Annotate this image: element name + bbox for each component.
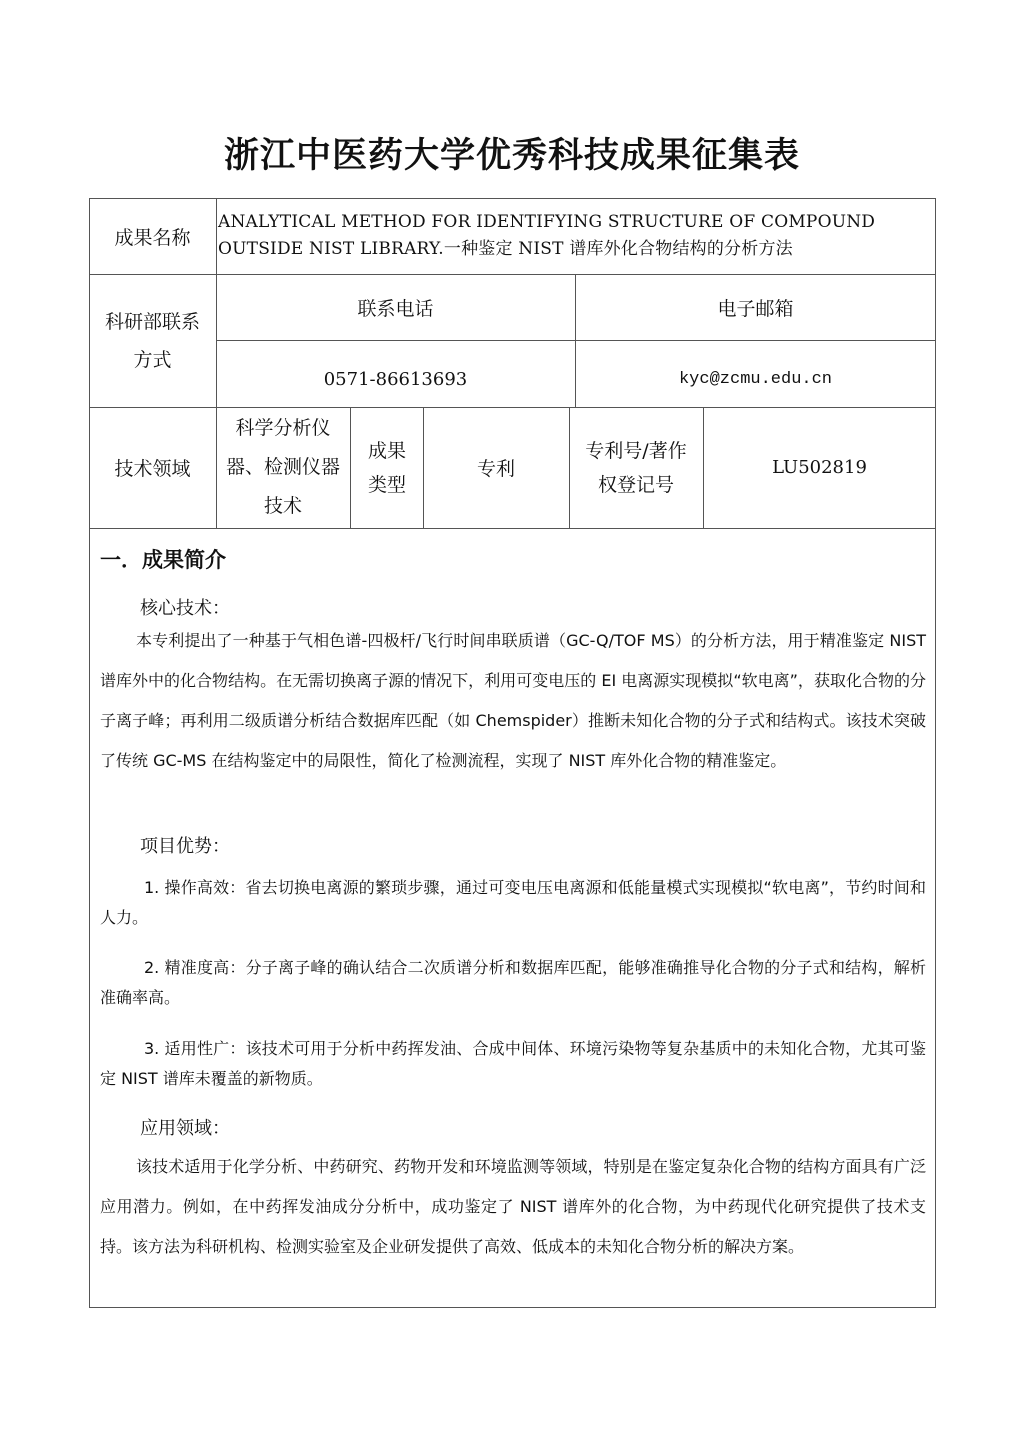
row-divider	[89, 528, 936, 529]
field-value: 科学分析仪器、检测仪器技术	[225, 417, 340, 517]
type-label: 成果类型	[367, 439, 406, 496]
advantage-item: 1. 操作高效：省去切换电离源的繁琐步骤，通过可变电压电离源和低能量模式实现模拟“软电离”，节约时间和人力。	[100, 878, 926, 927]
col-divider	[350, 407, 351, 528]
number-value: LU502819	[772, 457, 867, 478]
email-label: 电子邮箱	[717, 297, 794, 320]
application-text: 该技术适用于化学分析、中药研究、药物开发和环境监测等领域，特别是在鉴定复杂化合物的结构方面具有广泛应用潜力。例如，在中药挥发油成分分析中，成功鉴定了 NIST 谱库外的化合物，为中药现代化研究提供了技术支持。该方法为科研机构、检测实验室及企业研发提供了高效、低成本的未知化合物分析的解决方案。	[100, 1157, 926, 1256]
summary-heading: 一．成果简介	[100, 548, 226, 572]
number-label: 专利号/著作权登记号	[585, 439, 687, 496]
application-heading: 应用领域：	[140, 1118, 230, 1139]
core-tech-text: 本专利提出了一种基于气相色谱-四极杆/飞行时间串联质谱（GC-Q/TOF MS）的分析方法，用于精准鉴定 NIST 谱库外中的化合物结构。在无需切换离子源的情况下，利用可变电压的 EI 电离源实现模拟“软电离”，获取化合物的分子离子峰；再利用二级质谱分析结合数据库匹配（如 Chemspider）推断未知化合物的分子式和结构式。该技术突破了传统 GC-MS 在结构鉴定中的局限性，简化了检测流程，实现了 NIST 库外化合物的精准鉴定。	[100, 631, 926, 770]
field-label: 技术领域	[114, 458, 191, 480]
advantage-heading: 项目优势：	[140, 836, 230, 857]
email-value: kyc@zcmu.edu.cn	[678, 370, 833, 389]
type-value: 专利	[476, 458, 515, 480]
phone-label: 联系电话	[357, 297, 434, 320]
col-divider	[569, 407, 570, 528]
phone-value: 0571-86613693	[323, 369, 468, 390]
page-title: 浙江中医药大学优秀科技成果征集表	[223, 136, 800, 176]
advantage-item: 3. 适用性广：该技术可用于分析中药挥发油、合成中间体、环境污染物等复杂基质中的未知化合物，尤其可鉴定 NIST 谱库未覆盖的新物质。	[100, 1039, 926, 1088]
core-tech-heading: 核心技术：	[140, 598, 230, 619]
achievement-value: ANALYTICAL METHOD FOR IDENTIFYING STRUCTURE OF COMPOUND OUTSIDE NIST LIBRARY.一种鉴定 NIST 谱库外化合物结构的分析方法	[218, 212, 876, 259]
row-divider	[216, 340, 936, 341]
achievement-label: 成果名称	[114, 226, 191, 249]
contact-label: 科研部联系方式	[104, 310, 200, 371]
advantage-item: 2. 精准度高：分子离子峰的确认结合二次质谱分析和数据库匹配，能够准确推导化合物的分子式和结构，解析准确率高。	[100, 958, 926, 1007]
